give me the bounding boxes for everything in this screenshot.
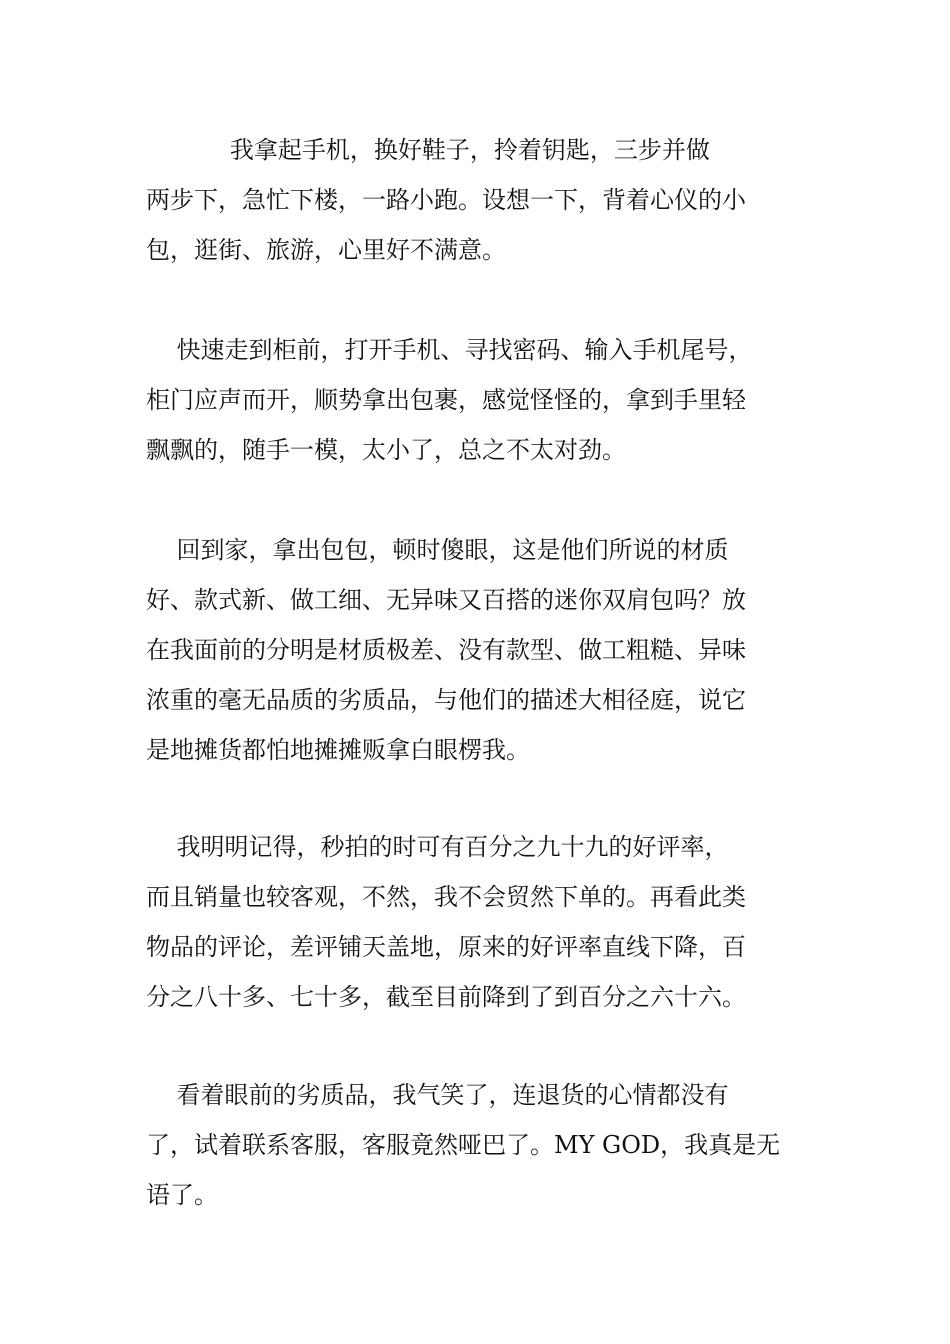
paragraph-2 [146, 325, 810, 475]
text-line: 分之八十多、七十多，截至目前降到了到百分之六十六。 [146, 983, 746, 1011]
text-line: 柜门应声而开，顺势拿出包裹，感觉怪怪的，拿到手里轻 [146, 386, 746, 414]
text-line: 而且销量也较客观，不然，我不会贸然下单的。再看此类 [146, 883, 746, 911]
text-line: 好、款式新、做工细、无异味又百搭的迷你双肩包吗？放 [146, 586, 746, 614]
paragraph-3 [146, 525, 810, 775]
text-line: 飘飘的，随手一模，太小了，总之不太对劲。 [146, 436, 626, 464]
text-line: 我拿起手机，换好鞋子，拎着钥匙，三步并做 [146, 136, 710, 164]
text-line: 在我面前的分明是材质极差、没有款型、做工粗糙、异味 [146, 636, 746, 664]
paragraph-5 [146, 1070, 810, 1220]
text-line: 我明明记得，秒拍的时可有百分之九十九的好评率， [146, 833, 729, 861]
text-line: 快速走到柜前，打开手机、寻找密码、输入手机尾号， [146, 336, 753, 364]
paragraph-4 [146, 822, 810, 1022]
paragraph-1 [146, 125, 810, 275]
text-line: 语了。 [146, 1181, 218, 1209]
text-line: 看着眼前的劣质品，我气笑了，连退货的心情都没有 [146, 1081, 729, 1109]
text-line: 包，逛街、旅游，心里好不满意。 [146, 236, 506, 264]
text-line: 物品的评论，差评铺天盖地，原来的好评率直线下降，百 [146, 933, 746, 961]
text-line: 是地摊货都怕地摊摊贩拿白眼楞我。 [146, 736, 530, 764]
text-line: 了，试着联系客服，客服竟然哑巴了。MY GOD，我真是无 [146, 1131, 781, 1159]
text-line: 两步下，急忙下楼，一路小跑。设想一下，背着心仪的小 [146, 186, 746, 214]
text-line: 浓重的毫无品质的劣质品，与他们的描述大相径庭，说它 [146, 686, 746, 714]
text-line: 回到家，拿出包包，顿时傻眼，这是他们所说的材质 [146, 536, 729, 564]
